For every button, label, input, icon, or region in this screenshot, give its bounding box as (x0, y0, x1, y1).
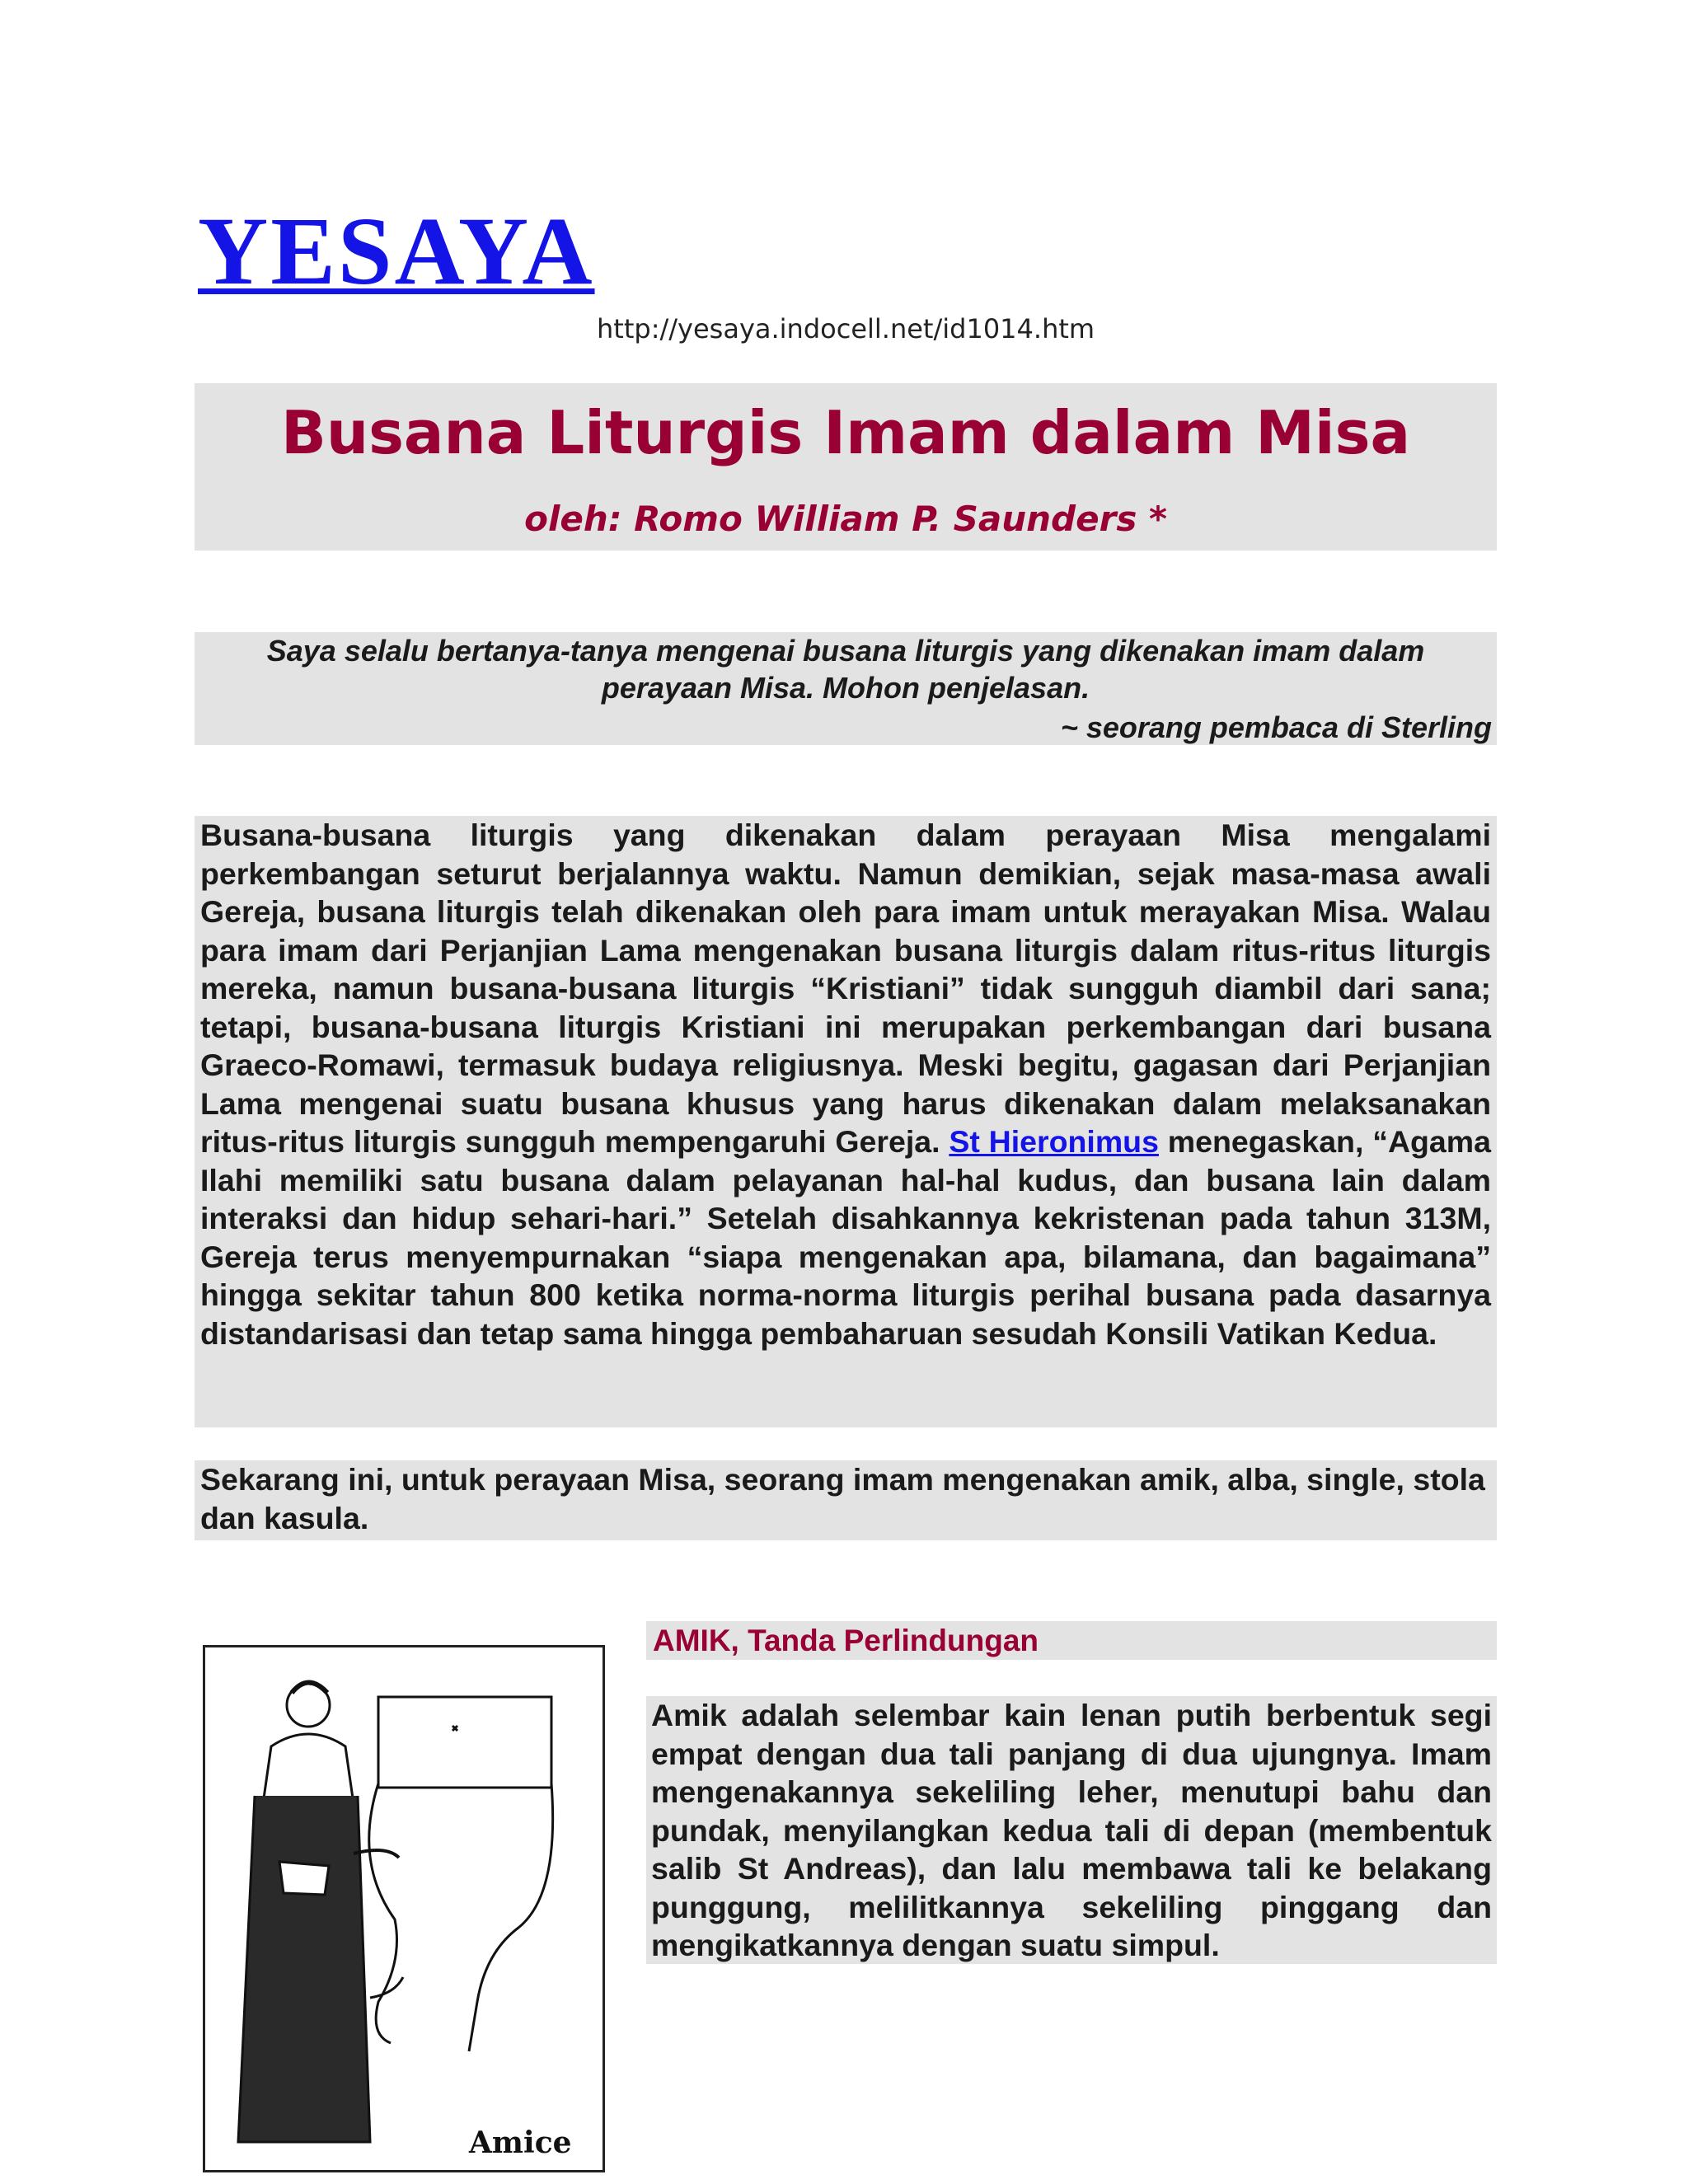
article-byline: oleh: Romo William P. Saunders * (524, 499, 1167, 539)
priest-amice-drawing (205, 1647, 603, 2170)
answer-paragraph-box (195, 816, 1497, 1427)
title-box (195, 383, 1497, 551)
amik-heading-box (646, 1621, 1497, 1660)
source-url: http://yesaya.indocell.net/id1014.htm (597, 313, 1095, 344)
current-vestments-text: Sekarang ini, untuk perayaan Misa, seorang imam mengenakan amik, alba, single, stola dan kasula. (200, 1462, 1485, 1535)
current-vestments-box (195, 1460, 1497, 1540)
amik-description: Amik adalah selembar kain lenan putih berbentuk segi empat dengan dua tali panjang di dua ujungnya. Imam mengenakannya sekeliling leher, menutupi bahu dan pundak, menyilangkan kedua tali di depan (membentuk salib St Andreas), dan lalu membawa tali ke belakang punggung, melilitkannya sekeliling pinggang dan mengikatkannya dengan suatu simpul. (651, 1698, 1492, 1962)
amik-description-box (646, 1696, 1497, 1964)
article-title: Busana Liturgis Imam dalam Misa (280, 398, 1411, 467)
st-hieronimus-link[interactable]: St Hieronimus (949, 1124, 1159, 1159)
reader-question-box (195, 632, 1497, 745)
reader-question: Saya selalu bertanya-tanya mengenai busana liturgis yang dikenakan imam dalam perayaan Misa. Mohon penjelasan. (266, 634, 1425, 705)
amice-illustration (203, 1645, 605, 2172)
site-title[interactable]: YESAYA (198, 197, 595, 305)
answer-text-part2b: menegaskan, “Agama Ilahi memiliki satu busana dalam pelayanan hal-hal kudus, dan busana lain dalam interaksi dan hidup sehari-hari.” Setelah disahkannya kekristenan pada tahun 313M, Gereja terus menyempurnakan “siapa mengenakan apa, bilamana, dan bagaimana” hingga sekitar tahun 800 ketika norma-norma liturgis perihal busana pada dasarnya distandarisasi dan tetap sama hingga pembaharuan sesudah Konsili Vatikan Kedua. (200, 1124, 1491, 1351)
illustration-caption: Amice (469, 2125, 572, 2160)
answer-text-part1: Busana-busana liturgis yang dikenakan dalam perayaan Misa mengalami perkembangan seturut berjalannya waktu. Namun demikian, sejak masa-masa awali Gereja, busana liturgis telah dikenakan oleh para imam untuk merayakan Misa. Walau para imam dari Perjanjian Lama mengenakan busana liturgis dalam ritus-ritus liturgis mereka, namun busana-busana liturgis “Kristiani” tidak sungguh diambil dari sana; tetapi, busana-busana liturgis Kristiani ini merupakan perkembangan dari busana Graeco-Romawi, termasuk budaya religiusnya. Meski begitu, gagasan dari Perjanjian Lama mengenai suatu busana khusus yang harus dikenakan dalam melaksanakan ritus-ritus liturgis sungguh mempengaruhi Gereja. (200, 818, 1491, 1159)
question-signature: ~ seorang pembaca di Sterling (1060, 710, 1492, 744)
amik-heading: AMIK, Tanda Perlindungan (653, 1624, 1039, 1657)
answer-paragraph (200, 816, 1491, 1352)
